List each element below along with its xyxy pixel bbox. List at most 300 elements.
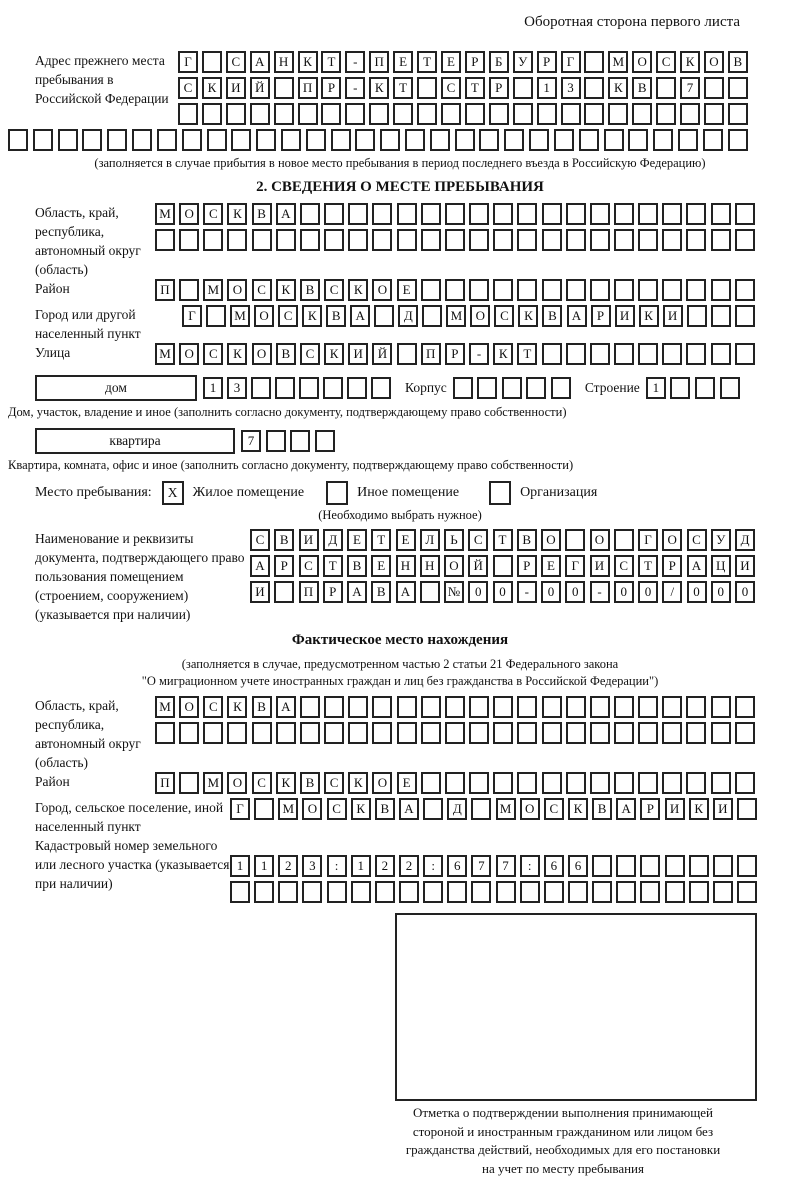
char-cell[interactable] <box>471 881 491 903</box>
char-cell[interactable]: О <box>662 529 682 551</box>
char-cell[interactable] <box>656 103 676 125</box>
char-cell[interactable]: И <box>348 343 368 365</box>
char-cell[interactable] <box>614 229 634 251</box>
char-cell[interactable]: М <box>203 772 223 794</box>
char-cell[interactable]: 0 <box>565 581 585 603</box>
char-cell[interactable] <box>686 203 706 225</box>
char-cell[interactable]: К <box>689 798 709 820</box>
char-cell[interactable]: В <box>517 529 537 551</box>
char-cell[interactable] <box>686 696 706 718</box>
char-cell[interactable] <box>614 343 634 365</box>
char-cell[interactable] <box>737 855 757 877</box>
char-cell[interactable]: В <box>728 51 748 73</box>
char-cell[interactable]: Р <box>489 77 509 99</box>
char-cell[interactable]: Т <box>417 51 437 73</box>
char-cell[interactable] <box>226 103 246 125</box>
char-cell[interactable]: А <box>347 581 367 603</box>
char-cell[interactable]: 2 <box>278 855 298 877</box>
char-cell[interactable] <box>430 129 450 151</box>
char-cell[interactable]: И <box>250 581 270 603</box>
char-cell[interactable]: Р <box>591 305 611 327</box>
char-cell[interactable] <box>638 343 658 365</box>
char-cell[interactable] <box>465 103 485 125</box>
char-cell[interactable]: С <box>324 279 344 301</box>
char-cell[interactable]: К <box>348 772 368 794</box>
char-cell[interactable]: С <box>300 343 320 365</box>
char-cell[interactable]: 1 <box>203 377 223 399</box>
char-cell[interactable] <box>299 377 319 399</box>
char-cell[interactable]: М <box>496 798 516 820</box>
char-cell[interactable]: 0 <box>493 581 513 603</box>
char-cell[interactable] <box>735 722 755 744</box>
char-cell[interactable] <box>711 279 731 301</box>
char-cell[interactable] <box>517 279 537 301</box>
char-cell[interactable]: 3 <box>561 77 581 99</box>
char-cell[interactable] <box>735 203 755 225</box>
char-cell[interactable]: С <box>178 77 198 99</box>
char-cell[interactable] <box>686 722 706 744</box>
char-cell[interactable] <box>423 798 443 820</box>
char-cell[interactable] <box>542 722 562 744</box>
char-cell[interactable] <box>252 722 272 744</box>
char-cell[interactable]: А <box>396 581 416 603</box>
char-cell[interactable] <box>590 279 610 301</box>
char-cell[interactable]: О <box>704 51 724 73</box>
char-cell[interactable]: А <box>276 203 296 225</box>
char-cell[interactable] <box>542 203 562 225</box>
char-cell[interactable] <box>711 343 731 365</box>
char-cell[interactable]: Й <box>468 555 488 577</box>
char-cell[interactable]: О <box>444 555 464 577</box>
char-cell[interactable]: 6 <box>544 855 564 877</box>
char-cell[interactable] <box>207 129 227 151</box>
char-cell[interactable] <box>737 881 757 903</box>
char-cell[interactable]: Т <box>393 77 413 99</box>
char-cell[interactable]: Д <box>323 529 343 551</box>
char-cell[interactable]: Т <box>493 529 513 551</box>
char-cell[interactable]: С <box>327 798 347 820</box>
char-cell[interactable] <box>397 696 417 718</box>
char-cell[interactable] <box>348 203 368 225</box>
char-cell[interactable]: М <box>155 203 175 225</box>
char-cell[interactable]: 7 <box>241 430 261 452</box>
char-cell[interactable]: Е <box>371 555 391 577</box>
char-cell[interactable] <box>695 377 715 399</box>
char-cell[interactable]: С <box>544 798 564 820</box>
char-cell[interactable]: И <box>713 798 733 820</box>
char-cell[interactable] <box>254 881 274 903</box>
char-cell[interactable]: - <box>345 77 365 99</box>
char-cell[interactable] <box>369 103 389 125</box>
char-cell[interactable]: О <box>520 798 540 820</box>
char-cell[interactable]: Е <box>393 51 413 73</box>
char-cell[interactable] <box>493 696 513 718</box>
char-cell[interactable] <box>420 581 440 603</box>
char-cell[interactable]: Й <box>250 77 270 99</box>
char-cell[interactable] <box>445 279 465 301</box>
char-cell[interactable]: И <box>663 305 683 327</box>
char-cell[interactable] <box>274 77 294 99</box>
char-cell[interactable]: И <box>299 529 319 551</box>
char-cell[interactable]: М <box>230 305 250 327</box>
char-cell[interactable]: С <box>226 51 246 73</box>
char-cell[interactable] <box>179 772 199 794</box>
char-cell[interactable]: 0 <box>638 581 658 603</box>
char-cell[interactable] <box>704 77 724 99</box>
char-cell[interactable] <box>584 103 604 125</box>
char-cell[interactable] <box>703 129 723 151</box>
char-cell[interactable] <box>537 103 557 125</box>
char-cell[interactable] <box>423 881 443 903</box>
char-cell[interactable]: К <box>493 343 513 365</box>
char-cell[interactable]: К <box>369 77 389 99</box>
char-cell[interactable] <box>711 772 731 794</box>
char-cell[interactable] <box>735 279 755 301</box>
char-cell[interactable] <box>231 129 251 151</box>
char-cell[interactable] <box>513 77 533 99</box>
other-premises-checkbox[interactable] <box>326 481 348 505</box>
char-cell[interactable] <box>638 229 658 251</box>
char-cell[interactable] <box>469 772 489 794</box>
char-cell[interactable]: В <box>326 305 346 327</box>
char-cell[interactable] <box>662 772 682 794</box>
char-cell[interactable] <box>469 203 489 225</box>
char-cell[interactable] <box>561 103 581 125</box>
char-cell[interactable] <box>566 772 586 794</box>
char-cell[interactable]: Е <box>347 529 367 551</box>
char-cell[interactable]: П <box>369 51 389 73</box>
char-cell[interactable] <box>686 229 706 251</box>
char-cell[interactable] <box>469 696 489 718</box>
char-cell[interactable] <box>371 377 391 399</box>
char-cell[interactable] <box>638 772 658 794</box>
char-cell[interactable] <box>421 696 441 718</box>
char-cell[interactable]: В <box>371 581 391 603</box>
organization-checkbox[interactable] <box>489 481 511 505</box>
char-cell[interactable] <box>687 305 707 327</box>
char-cell[interactable]: 0 <box>541 581 561 603</box>
char-cell[interactable] <box>250 103 270 125</box>
char-cell[interactable]: Г <box>565 555 585 577</box>
char-cell[interactable]: : <box>423 855 443 877</box>
char-cell[interactable] <box>351 881 371 903</box>
char-cell[interactable]: Г <box>561 51 581 73</box>
char-cell[interactable] <box>380 129 400 151</box>
char-cell[interactable] <box>445 203 465 225</box>
char-cell[interactable]: В <box>347 555 367 577</box>
char-cell[interactable] <box>348 696 368 718</box>
char-cell[interactable]: - <box>590 581 610 603</box>
char-cell[interactable] <box>421 279 441 301</box>
char-cell[interactable] <box>554 129 574 151</box>
char-cell[interactable] <box>632 103 652 125</box>
char-cell[interactable]: 3 <box>302 855 322 877</box>
char-cell[interactable] <box>568 881 588 903</box>
char-cell[interactable] <box>493 229 513 251</box>
char-cell[interactable]: С <box>203 343 223 365</box>
char-cell[interactable]: П <box>421 343 441 365</box>
char-cell[interactable]: И <box>226 77 246 99</box>
char-cell[interactable]: Р <box>321 77 341 99</box>
char-cell[interactable]: - <box>345 51 365 73</box>
char-cell[interactable]: О <box>590 529 610 551</box>
char-cell[interactable] <box>608 103 628 125</box>
char-cell[interactable] <box>590 203 610 225</box>
char-cell[interactable]: В <box>274 529 294 551</box>
char-cell[interactable]: Р <box>274 555 294 577</box>
char-cell[interactable] <box>517 229 537 251</box>
char-cell[interactable]: А <box>687 555 707 577</box>
char-cell[interactable]: В <box>592 798 612 820</box>
char-cell[interactable] <box>455 129 475 151</box>
char-cell[interactable] <box>266 430 286 452</box>
char-cell[interactable]: Д <box>447 798 467 820</box>
char-cell[interactable]: 2 <box>399 855 419 877</box>
char-cell[interactable] <box>372 229 392 251</box>
char-cell[interactable] <box>640 855 660 877</box>
char-cell[interactable] <box>665 881 685 903</box>
char-cell[interactable] <box>711 203 731 225</box>
char-cell[interactable] <box>306 129 326 151</box>
char-cell[interactable] <box>735 305 755 327</box>
char-cell[interactable]: 1 <box>646 377 666 399</box>
char-cell[interactable] <box>397 722 417 744</box>
char-cell[interactable]: К <box>518 305 538 327</box>
char-cell[interactable]: С <box>299 555 319 577</box>
char-cell[interactable] <box>157 129 177 151</box>
char-cell[interactable]: Т <box>517 343 537 365</box>
char-cell[interactable]: 7 <box>471 855 491 877</box>
char-cell[interactable] <box>202 51 222 73</box>
char-cell[interactable] <box>278 881 298 903</box>
char-cell[interactable]: Р <box>465 51 485 73</box>
char-cell[interactable]: Р <box>662 555 682 577</box>
char-cell[interactable] <box>592 855 612 877</box>
char-cell[interactable]: Г <box>182 305 202 327</box>
char-cell[interactable]: У <box>711 529 731 551</box>
char-cell[interactable] <box>496 881 516 903</box>
char-cell[interactable]: № <box>444 581 464 603</box>
char-cell[interactable] <box>479 129 499 151</box>
char-cell[interactable]: 6 <box>447 855 467 877</box>
char-cell[interactable] <box>735 772 755 794</box>
char-cell[interactable]: В <box>300 279 320 301</box>
char-cell[interactable]: / <box>662 581 682 603</box>
char-cell[interactable]: А <box>616 798 636 820</box>
char-cell[interactable] <box>203 722 223 744</box>
char-cell[interactable] <box>502 377 522 399</box>
char-cell[interactable]: Й <box>372 343 392 365</box>
residential-checkbox[interactable]: X <box>162 481 184 505</box>
char-cell[interactable]: И <box>665 798 685 820</box>
char-cell[interactable] <box>638 696 658 718</box>
char-cell[interactable] <box>711 696 731 718</box>
char-cell[interactable] <box>566 722 586 744</box>
char-cell[interactable]: 0 <box>735 581 755 603</box>
char-cell[interactable] <box>686 772 706 794</box>
char-cell[interactable] <box>230 881 250 903</box>
char-cell[interactable] <box>345 103 365 125</box>
char-cell[interactable]: И <box>615 305 635 327</box>
char-cell[interactable]: П <box>298 77 318 99</box>
char-cell[interactable]: О <box>252 343 272 365</box>
char-cell[interactable]: Б <box>489 51 509 73</box>
char-cell[interactable]: К <box>227 343 247 365</box>
char-cell[interactable] <box>628 129 648 151</box>
char-cell[interactable]: Н <box>274 51 294 73</box>
char-cell[interactable] <box>252 229 272 251</box>
char-cell[interactable] <box>33 129 53 151</box>
char-cell[interactable]: 0 <box>711 581 731 603</box>
char-cell[interactable] <box>493 772 513 794</box>
char-cell[interactable] <box>300 203 320 225</box>
char-cell[interactable] <box>579 129 599 151</box>
char-cell[interactable] <box>274 581 294 603</box>
char-cell[interactable] <box>711 305 731 327</box>
char-cell[interactable] <box>489 103 509 125</box>
char-cell[interactable]: А <box>350 305 370 327</box>
char-cell[interactable] <box>720 377 740 399</box>
char-cell[interactable]: 7 <box>680 77 700 99</box>
char-cell[interactable]: Р <box>323 581 343 603</box>
char-cell[interactable] <box>417 77 437 99</box>
char-cell[interactable]: Д <box>735 529 755 551</box>
char-cell[interactable] <box>324 696 344 718</box>
char-cell[interactable] <box>58 129 78 151</box>
char-cell[interactable] <box>614 722 634 744</box>
char-cell[interactable]: Е <box>396 529 416 551</box>
char-cell[interactable] <box>544 881 564 903</box>
char-cell[interactable]: В <box>252 696 272 718</box>
char-cell[interactable] <box>447 881 467 903</box>
char-cell[interactable] <box>689 881 709 903</box>
char-cell[interactable]: А <box>276 696 296 718</box>
char-cell[interactable]: С <box>203 696 223 718</box>
char-cell[interactable] <box>202 103 222 125</box>
char-cell[interactable] <box>504 129 524 151</box>
char-cell[interactable]: С <box>203 203 223 225</box>
char-cell[interactable]: Д <box>398 305 418 327</box>
char-cell[interactable]: К <box>276 772 296 794</box>
char-cell[interactable] <box>728 103 748 125</box>
char-cell[interactable]: А <box>250 51 270 73</box>
char-cell[interactable]: В <box>276 343 296 365</box>
char-cell[interactable] <box>493 555 513 577</box>
char-cell[interactable] <box>686 279 706 301</box>
char-cell[interactable]: М <box>155 696 175 718</box>
char-cell[interactable] <box>551 377 571 399</box>
char-cell[interactable]: 1 <box>230 855 250 877</box>
char-cell[interactable] <box>82 129 102 151</box>
char-cell[interactable] <box>566 229 586 251</box>
char-cell[interactable]: 7 <box>496 855 516 877</box>
char-cell[interactable] <box>323 377 343 399</box>
char-cell[interactable]: С <box>494 305 514 327</box>
char-cell[interactable]: 1 <box>254 855 274 877</box>
char-cell[interactable] <box>179 279 199 301</box>
char-cell[interactable]: У <box>513 51 533 73</box>
char-cell[interactable]: 0 <box>468 581 488 603</box>
char-cell[interactable]: 0 <box>687 581 707 603</box>
char-cell[interactable] <box>640 881 660 903</box>
char-cell[interactable] <box>469 279 489 301</box>
char-cell[interactable] <box>616 881 636 903</box>
char-cell[interactable]: К <box>608 77 628 99</box>
char-cell[interactable] <box>728 77 748 99</box>
char-cell[interactable] <box>616 855 636 877</box>
char-cell[interactable] <box>517 722 537 744</box>
char-cell[interactable]: А <box>567 305 587 327</box>
char-cell[interactable] <box>670 377 690 399</box>
char-cell[interactable] <box>254 798 274 820</box>
char-cell[interactable]: Ь <box>444 529 464 551</box>
char-cell[interactable] <box>445 229 465 251</box>
char-cell[interactable]: С <box>324 772 344 794</box>
char-cell[interactable] <box>614 279 634 301</box>
char-cell[interactable] <box>662 696 682 718</box>
char-cell[interactable]: Е <box>441 51 461 73</box>
char-cell[interactable] <box>290 430 310 452</box>
char-cell[interactable] <box>331 129 351 151</box>
char-cell[interactable]: К <box>639 305 659 327</box>
char-cell[interactable] <box>397 229 417 251</box>
char-cell[interactable]: Р <box>537 51 557 73</box>
char-cell[interactable] <box>445 772 465 794</box>
char-cell[interactable] <box>704 103 724 125</box>
char-cell[interactable]: П <box>155 279 175 301</box>
char-cell[interactable] <box>513 103 533 125</box>
char-cell[interactable] <box>155 722 175 744</box>
char-cell[interactable] <box>298 103 318 125</box>
char-cell[interactable] <box>542 279 562 301</box>
char-cell[interactable] <box>227 722 247 744</box>
char-cell[interactable] <box>397 203 417 225</box>
char-cell[interactable]: П <box>155 772 175 794</box>
char-cell[interactable]: С <box>656 51 676 73</box>
char-cell[interactable] <box>417 103 437 125</box>
char-cell[interactable] <box>324 722 344 744</box>
char-cell[interactable] <box>526 377 546 399</box>
char-cell[interactable] <box>665 855 685 877</box>
char-cell[interactable] <box>614 772 634 794</box>
char-cell[interactable]: 6 <box>568 855 588 877</box>
char-cell[interactable] <box>471 798 491 820</box>
char-cell[interactable] <box>542 696 562 718</box>
char-cell[interactable]: В <box>632 77 652 99</box>
char-cell[interactable] <box>493 279 513 301</box>
char-cell[interactable] <box>132 129 152 151</box>
char-cell[interactable]: Р <box>517 555 537 577</box>
char-cell[interactable]: О <box>470 305 490 327</box>
char-cell[interactable]: К <box>680 51 700 73</box>
char-cell[interactable] <box>469 229 489 251</box>
char-cell[interactable] <box>566 203 586 225</box>
char-cell[interactable]: К <box>351 798 371 820</box>
char-cell[interactable] <box>421 722 441 744</box>
char-cell[interactable]: 2 <box>375 855 395 877</box>
char-cell[interactable] <box>469 722 489 744</box>
char-cell[interactable] <box>300 722 320 744</box>
char-cell[interactable]: К <box>298 51 318 73</box>
char-cell[interactable] <box>315 430 335 452</box>
char-cell[interactable]: М <box>155 343 175 365</box>
char-cell[interactable] <box>422 305 442 327</box>
char-cell[interactable] <box>662 343 682 365</box>
char-cell[interactable]: 3 <box>227 377 247 399</box>
char-cell[interactable]: О <box>372 772 392 794</box>
char-cell[interactable] <box>355 129 375 151</box>
char-cell[interactable] <box>638 203 658 225</box>
